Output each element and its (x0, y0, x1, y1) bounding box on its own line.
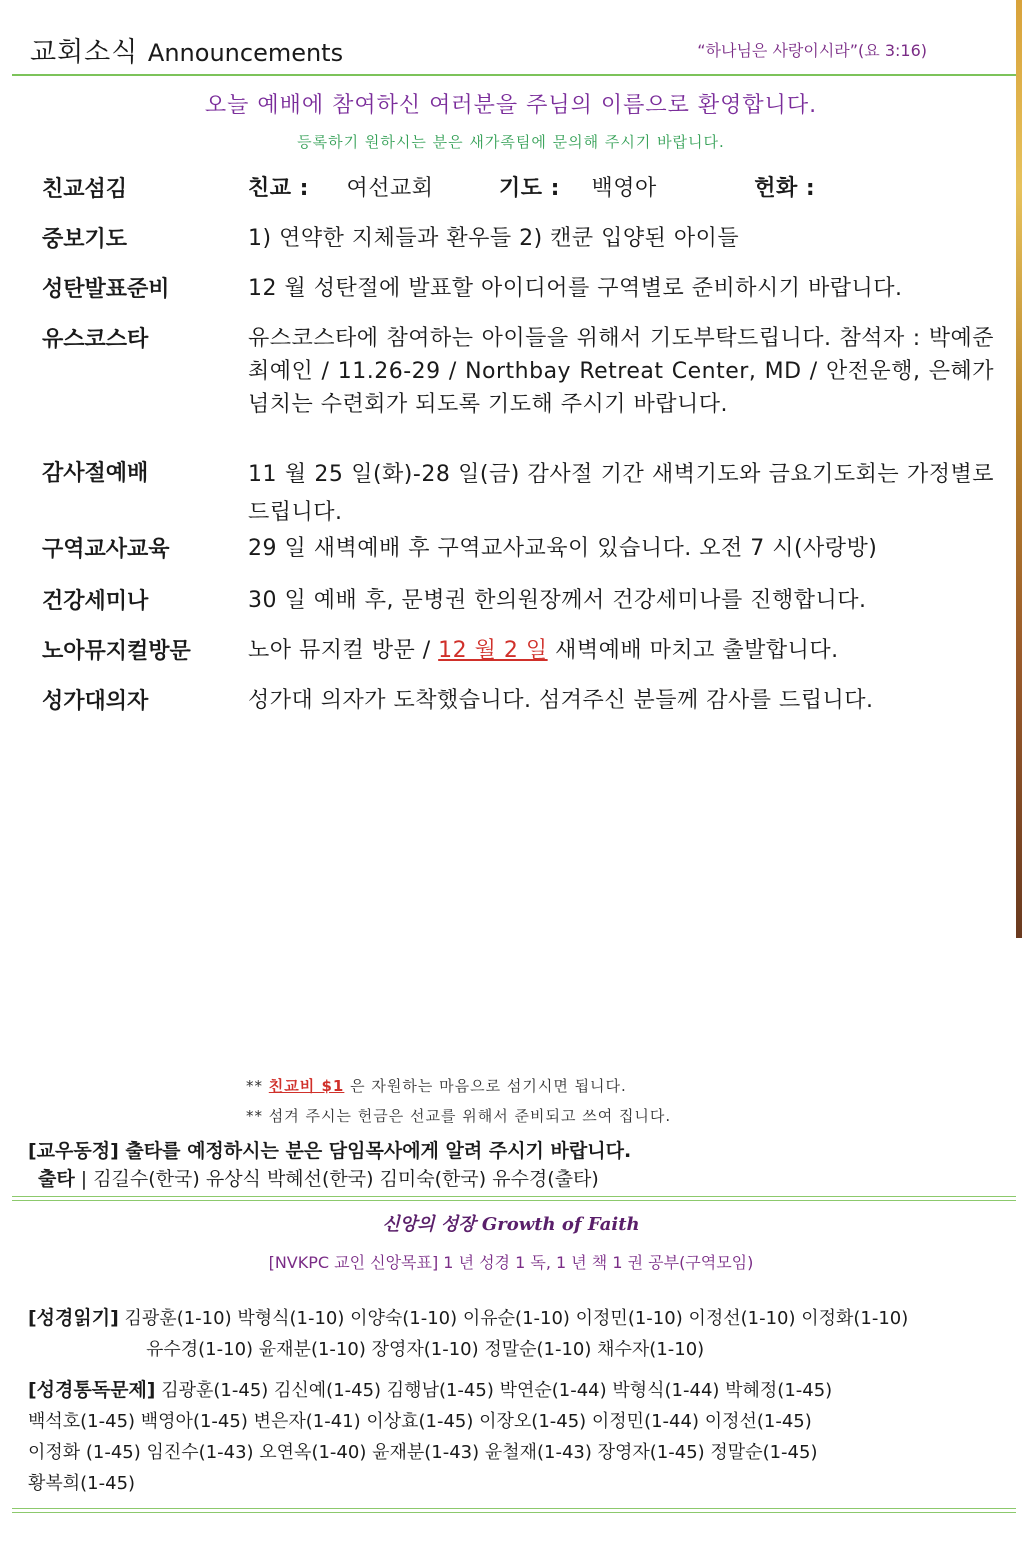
announcement-label: 성탄발표준비 (42, 277, 170, 302)
header-divider (12, 74, 1016, 76)
bible-reading-names-cont: 유수경(1-10) 윤재분(1-10) 장영자(1-10) 정말순(1-10) 채수자(1-10) (146, 1339, 705, 1360)
section-divider (12, 1196, 1016, 1201)
travel-label: 출타 (38, 1168, 75, 1190)
musical-date-highlight: 12 월 2 일 (438, 638, 548, 663)
growth-title: 신앙의 성장 Growth of Faith (382, 1214, 640, 1235)
welcome-message: 오늘 예배에 참여하신 여러분을 주님의 이름으로 환영합니다. (204, 93, 818, 118)
musical-text-after: 새벽예배 마치고 출발합니다. (547, 638, 839, 663)
travel-list: | 김길수(한국) 유상식 박혜선(한국) 김미숙(한국) 유수경(출타) (80, 1168, 599, 1190)
announcement-label: 감사절예배 (42, 461, 149, 486)
fellowship-value: 여선교회 (346, 176, 434, 201)
announcement-text: 11 월 25 일(화)-28 일(금) 감사절 기간 새벽기도와 금요기도회는 가정별로 드립니다. (248, 462, 994, 525)
announcement-text: 12 월 성탄절에 발표할 아이디어를 구역별로 준비하시기 바랍니다. (248, 276, 903, 301)
announcement-label: 성가대의자 (42, 689, 149, 714)
bible-quiz-line (28, 1375, 992, 1406)
bible-quiz-names-cont: 백석호(1-45) 백영아(1-45) 변은자(1-41) 이상효(1-45) 이장오(1-45) 이정민(1-44) 이정선(1-45) (28, 1411, 812, 1432)
mission-values (248, 172, 994, 205)
title-korean: 교회소식 (30, 37, 139, 68)
announcement-label: 건강세미나 (42, 589, 149, 614)
bible-reading-block (28, 1303, 992, 1365)
announcement-label: 유스코스타 (42, 327, 149, 352)
page-title (30, 30, 343, 69)
offering-label: 헌화 : (754, 176, 816, 201)
announcement-text: 성가대 의자가 도착했습니다. 섬겨주신 분들께 감사를 드립니다. (248, 688, 874, 713)
announcement-text (248, 634, 994, 667)
announcement-label: 구역교사교육 (42, 537, 170, 562)
offering-note: ** 섬겨 주시는 헌금은 선교를 위해서 준비되고 쓰여 집니다. (246, 1107, 672, 1125)
page-header (30, 28, 992, 68)
prayer-label: 기도 : (498, 176, 560, 201)
growth-goal: [NVKPC 교인 신앙목표] 1 년 성경 1 독, 1 년 책 1 권 공부(구역모임) (268, 1253, 754, 1272)
musical-text-before: 노아 뮤지컬 방문 / (248, 638, 439, 663)
announcement-text: 1) 연약한 지체들과 환우들 2) 캔쿤 입양된 아이들 (248, 226, 740, 251)
bible-quiz-names-cont: 황복희(1-45) (28, 1473, 136, 1494)
bible-reading-line (28, 1303, 992, 1334)
travel-row (38, 1164, 599, 1191)
fellowship-label: 친교 : (248, 176, 309, 201)
title-english: Announcements (147, 39, 344, 67)
bible-quiz-names: 김광훈(1-45) 김신예(1-45) 김행남(1-45) 박연순(1-44) 박형식(1-44) 박혜정(1-45) (161, 1380, 833, 1401)
note-prefix: ** (246, 1077, 269, 1095)
header-verse: “하나님은 사랑이시라”(요 3:16) (697, 41, 927, 60)
bible-quiz-names-cont: 이정화 (1-45) 임진수(1-43) 오연옥(1-40) 윤재분(1-43) 윤철재(1-43) 장영자(1-45) 정말순(1-45) (28, 1442, 818, 1463)
welcome-subtext: 등록하기 원하시는 분은 새가족팀에 문의해 주시기 바랍니다. (297, 133, 725, 151)
announcement-label: 중보기도 (42, 227, 128, 252)
announcement-text: 30 일 예배 후, 문병권 한의원장께서 건강세미나를 진행합니다. (248, 588, 867, 613)
bible-quiz-label: [성경통독문제] (28, 1379, 156, 1401)
note-suffix: 은 자원하는 마음으로 섬기시면 됩니다. (344, 1077, 627, 1095)
bible-reading-label: [성경읽기] (28, 1307, 119, 1329)
fellowship-fee-highlight: 친교비 $1 (268, 1077, 345, 1095)
fellowship-fee-note (246, 1075, 627, 1096)
bible-reading-names: 김광훈(1-10) 박형식(1-10) 이양숙(1-10) 이유순(1-10) 이정민(1-10) 이정선(1-10) 이정화(1-10) (124, 1308, 909, 1329)
members-heading: [교우동정] 출타를 예정하시는 분은 담임목사에게 알려 주시기 바랍니다. (28, 1140, 632, 1162)
announcement-text: 유스코스타에 참여하는 아이들을 위해서 기도부탁드립니다. 참석자 : 박예준 최예인 / 11.26-29 / Northbay Retreat Center, MD / 안전운행, 은혜가 넘치는 수련회가 되도록 기도해 주시기 바랍니다. (248, 326, 994, 417)
announcement-label: 노아뮤지컬방문 (42, 639, 191, 664)
footer-divider (12, 1508, 1016, 1513)
announcement-text: 29 일 새벽예배 후 구역교사교육이 있습니다. 오전 7 시(사랑방) (248, 536, 878, 561)
prayer-value: 백영아 (591, 176, 657, 201)
mission-label: 친교섬김 (42, 177, 128, 202)
bible-quiz-block (28, 1375, 992, 1499)
